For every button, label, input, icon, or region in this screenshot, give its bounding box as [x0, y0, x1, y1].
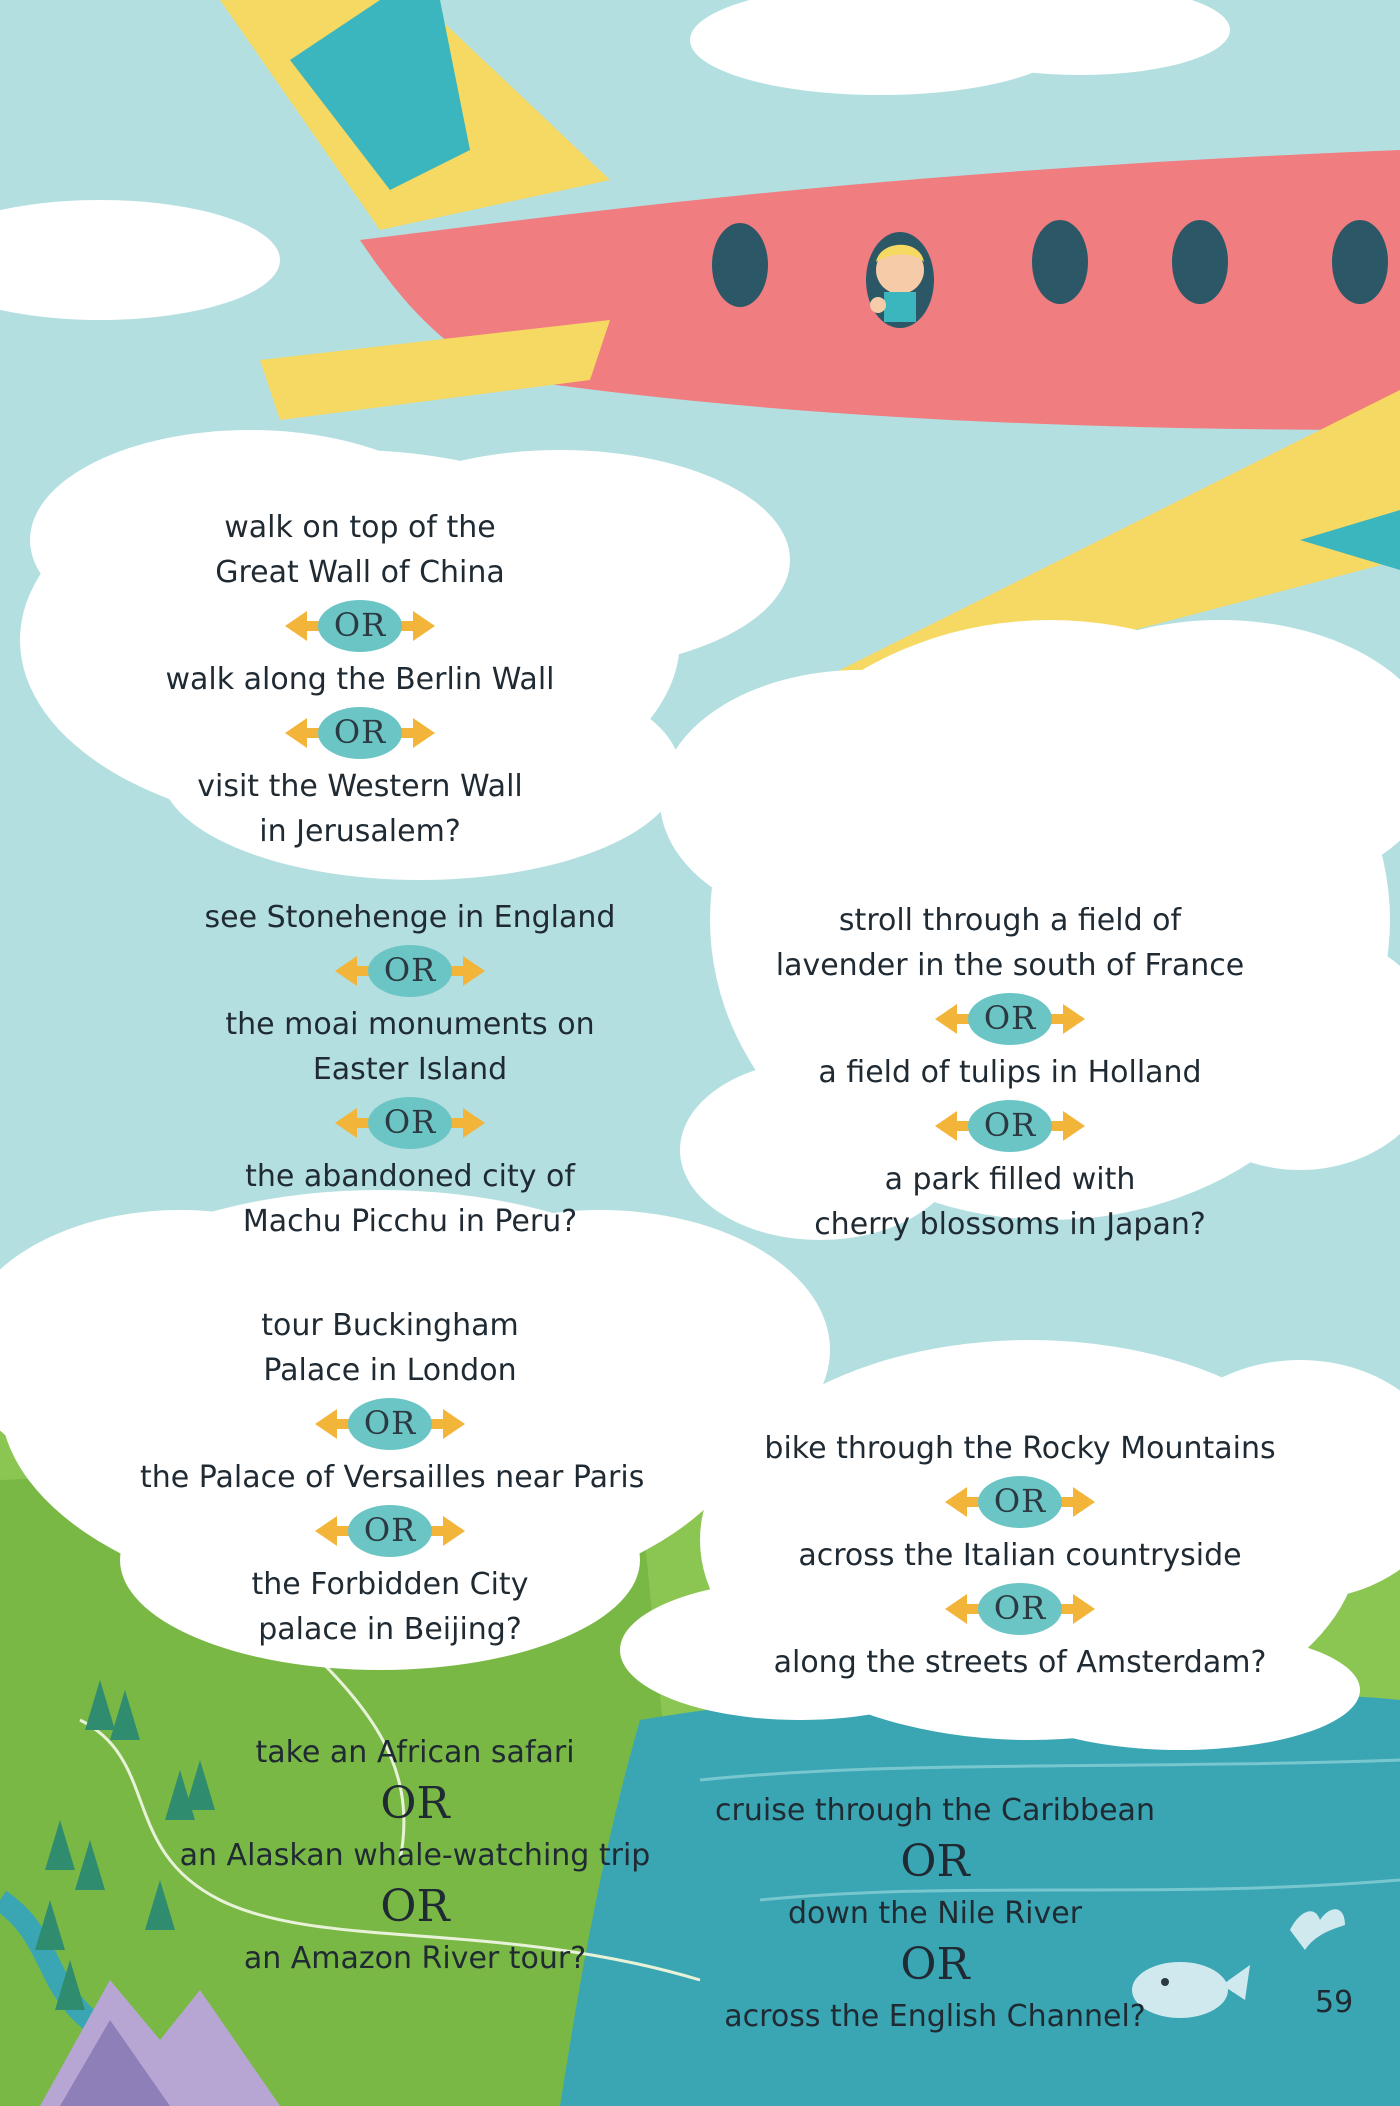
- or-badge: OR: [140, 1395, 640, 1453]
- question-monuments: [200, 895, 620, 1244]
- or-separator: OR: [380, 1778, 450, 1829]
- question-safari: [170, 1730, 660, 1981]
- or-separator: OR: [900, 1939, 970, 1990]
- option-b-line-1: the Palace of Versailles near Paris: [140, 1460, 645, 1495]
- question-great-wall: [150, 505, 570, 854]
- option-c-line-2: cherry blossoms in Japan?: [814, 1207, 1206, 1242]
- question-cruise: [705, 1788, 1165, 2039]
- question-biking: [760, 1426, 1280, 1685]
- option-b-line-1: an Alaskan whale-watching trip: [179, 1838, 651, 1873]
- option-a-line-1: stroll through a field of: [838, 903, 1182, 938]
- option-a-line-1: see Stonehenge in England: [204, 900, 616, 935]
- or-badge: OR: [770, 990, 1250, 1048]
- or-badge: OR: [150, 704, 570, 762]
- or-badge: OR: [200, 942, 620, 1000]
- option-b-line-1: a field of tulips in Holland: [818, 1055, 1202, 1090]
- option-c-line-1: the Forbidden City: [251, 1567, 529, 1602]
- option-a-line-1: tour Buckingham: [261, 1308, 519, 1343]
- option-b-line-2: Easter Island: [312, 1052, 508, 1087]
- or-badge: OR: [200, 1094, 620, 1152]
- option-a-line-1: walk on top of the: [224, 510, 496, 545]
- or-badge: OR: [760, 1473, 1280, 1531]
- option-a-line-1: bike through the Rocky Mountains: [764, 1431, 1276, 1466]
- question-palaces: [140, 1303, 645, 1652]
- option-c-line-2: in Jerusalem?: [259, 814, 461, 849]
- or-badge: OR: [770, 1097, 1250, 1155]
- or-badge: OR: [140, 1502, 640, 1560]
- or-separator: OR: [380, 1881, 450, 1932]
- option-b-line-1: across the Italian countryside: [798, 1538, 1242, 1573]
- option-a-line-1: take an African safari: [255, 1735, 575, 1770]
- option-c-line-1: visit the Western Wall: [197, 769, 523, 804]
- option-c-line-2: Machu Picchu in Peru?: [242, 1204, 578, 1239]
- option-a-line-2: Great Wall of China: [215, 555, 505, 590]
- question-fields: [770, 898, 1250, 1247]
- option-c-line-1: the abandoned city of: [245, 1159, 575, 1194]
- option-b-line-1: down the Nile River: [787, 1896, 1083, 1931]
- option-a-line-1: cruise through the Caribbean: [715, 1793, 1155, 1828]
- option-b-line-1: the moai monuments on: [225, 1007, 595, 1042]
- option-c-line-1: an Amazon River tour?: [243, 1941, 587, 1976]
- or-badge: OR: [760, 1580, 1280, 1638]
- option-c-line-1: a park filled with: [884, 1162, 1136, 1197]
- option-c-line-1: along the streets of Amsterdam?: [773, 1645, 1267, 1680]
- or-separator: OR: [900, 1836, 970, 1887]
- option-b-line-1: walk along the Berlin Wall: [165, 662, 555, 697]
- page-number: 59: [1315, 1985, 1354, 2020]
- option-c-line-1: across the English Channel?: [724, 1999, 1146, 2034]
- option-c-line-2: palace in Beijing?: [258, 1612, 522, 1647]
- or-badge: OR: [150, 597, 570, 655]
- option-a-line-2: Palace in London: [263, 1353, 517, 1388]
- option-a-line-2: lavender in the south of France: [775, 948, 1245, 983]
